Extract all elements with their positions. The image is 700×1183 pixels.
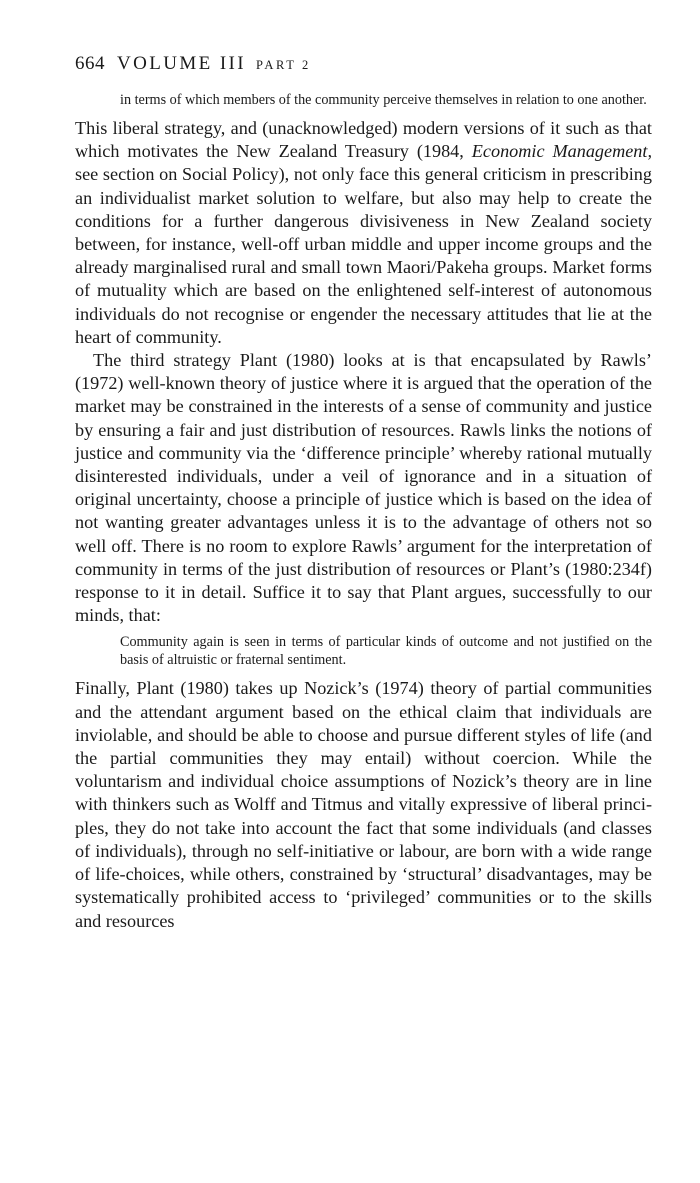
volume-label: VOLUME III <box>117 53 247 74</box>
paragraph-liberal-strategy <box>75 117 652 349</box>
page-number: 664 <box>75 53 105 74</box>
block-quote-top: in terms of which members of the community perceive themselves in relation to one another. <box>120 92 647 108</box>
block-quote-community: Community again is seen in terms of particular kinds of outcome and not justified on the basis of altruistic or fraternal sentiment. <box>120 634 652 669</box>
paragraph-third-strategy: The third strategy Plant (1980) looks at is that encapsulated by Rawls’ (1972) well-known theory of justice where it is argued that the operation of the market may be constrained in the interests of a sense of community and justice by ensuring a fair and just distribution of resources. Rawls links the notions of justice and community via the ‘difference principle’ whereby rational mutually disinterested individuals, under a veil of ignorance and in a situation of original uncertainty, choose a principle of justice which is based on the idea of not wanting greater advantages unless it is to the advantage of others not so well off. There is no room to explore Rawls’ argument for the interpretation of community in terms of the just distribution of resources or Plant’s (1980:234f) response to it in detail. Suffice it to say that Plant argues, successfully to our minds, that: <box>75 350 652 626</box>
paragraph-nozick: Finally, Plant (1980) takes up Nozick’s (1974) theory of partial communities and the attendant argument based on the ethical claim that individuals are inviolable, and should be able to choose and pursue different styles of life (and the partial communities they may entail) without coercion. While the voluntarism and individual choice assumptions of Nozick’s theory are in line with thinkers such as Wolff and Titmus and vitally expressive of liberal principles, they do not take into account the fact that some individuals (and classes of individuals), through no self-initiative or labour, are born with a wide range of life-choices, while others, constrained by ‘structural’ disadvantages, may be systematically prohibited access to ‘privileged’ communities or to the skills and resources <box>75 678 652 931</box>
para1-text-start: This liberal strategy, and (unacknowledged) modern versions of it such as that which motivates the New Zealand Treasury (1984, <box>75 118 652 162</box>
part-label: PART 2 <box>256 58 311 72</box>
book-page <box>75 52 652 933</box>
para1-italic-title: Economic Management, <box>471 141 652 162</box>
para1-text-end: see section on Social Policy), not only face this general criticism in prescribing an individualist market solution to welfare, but also may help to create the conditions for a further dangerous divisiveness in New Zealand society between, for instance, well-off urban middle and upper income groups and the already marginalised rural and small town Maori/Pakeha groups. Market forms of mutuality which are based on the enlightened self-interest of autonomous individuals do not recognise or engender the necessary attitudes that lie at the heart of community. <box>75 164 652 347</box>
running-head <box>75 52 652 77</box>
